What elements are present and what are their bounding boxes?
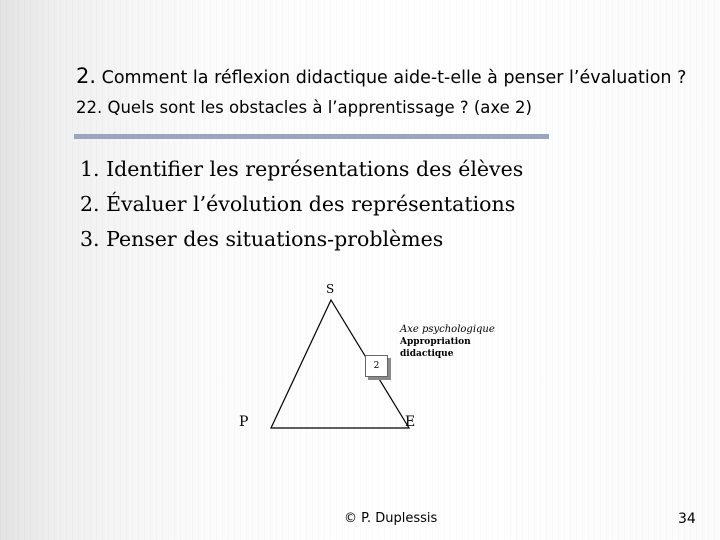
vertex-p-label: P [239,414,249,430]
axis-caption-line-2: didactique [400,349,454,359]
footer-author: © P. Duplessis [344,511,438,526]
list-item: 3. Penser des situations-problèmes [80,227,444,251]
axis-caption [400,324,495,360]
slide-title-number: 2. [76,64,97,88]
page-number: 34 [678,511,696,527]
slide-title-text: Comment la réflexion didactique aide-t-elle à penser l’évaluation ? [101,68,687,88]
triangle-shape [271,300,409,428]
vertex-e-label: E [405,414,416,430]
slide-subtitle: 22. Quels sont les obstacles à l’apprentissage ? (axe 2) [76,98,532,117]
axis-number: 2 [373,361,380,371]
list-item: 2. Évaluer l’évolution des représentations [80,192,516,216]
vertex-s-label: S [326,282,335,296]
list-item: 1. Identifier les représentations des élèves [80,157,524,181]
axis-caption-title: Axe psychologique [400,324,495,335]
axis-caption-line-1: Appropriation [400,337,471,347]
axis-number-box [365,355,388,377]
